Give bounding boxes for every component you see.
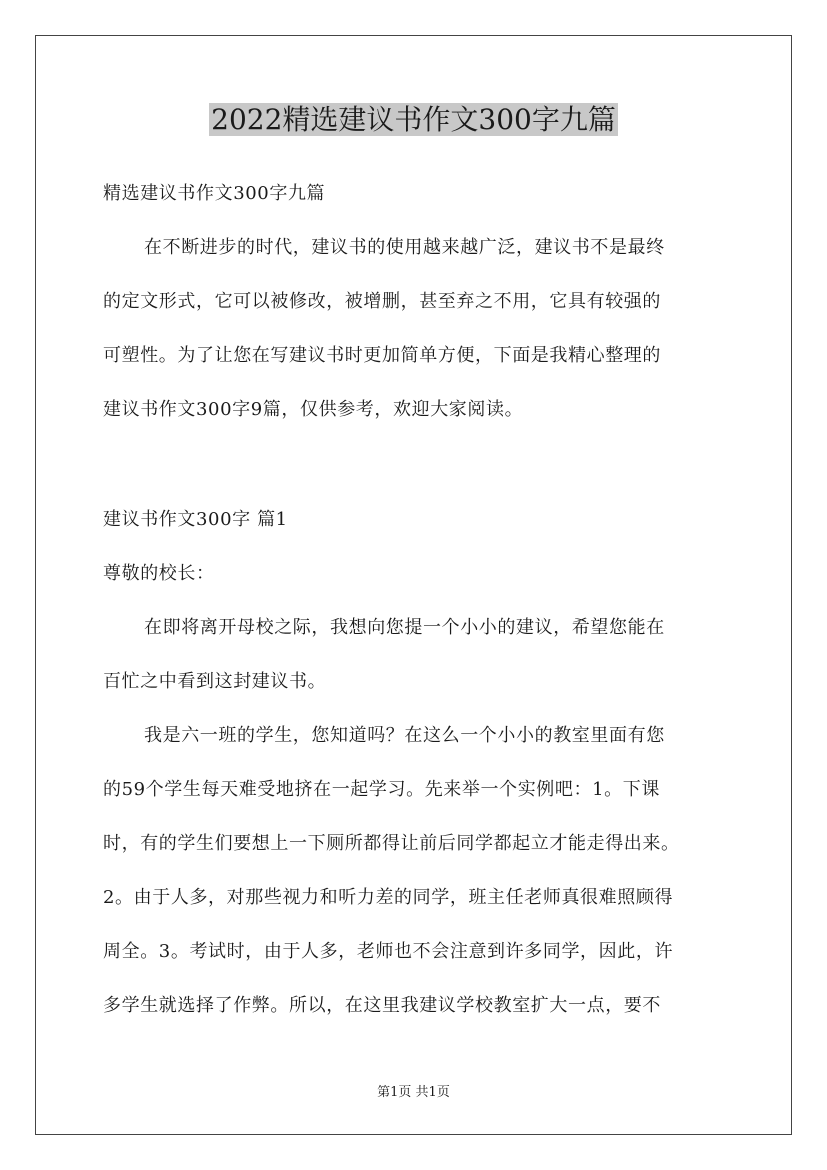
para1-line-1: 在即将离开母校之际，我想向您提一个小小的建议，希望您能在 — [144, 617, 665, 638]
para2-line-4: 2。由于人多，对那些视力和听力差的同学，班主任老师真很难照顾得 — [103, 887, 674, 908]
section-heading: 建议书作文300字 篇1 — [103, 509, 288, 530]
para2-line-3: 时，有的学生们要想上一下厕所都得让前后同学都起立才能走得出来。 — [103, 833, 680, 854]
para1-line-2: 百忙之中看到这封建议书。 — [103, 671, 327, 692]
intro-line-4: 建议书作文300字9篇，仅供参考，欢迎大家阅读。 — [103, 399, 524, 420]
intro-line-2: 的定文形式，它可以被修改，被增删，甚至弃之不用，它具有较强的 — [103, 291, 661, 312]
para2-line-6: 多学生就选择了作弊。所以，在这里我建议学校教室扩大一点，要不 — [103, 995, 661, 1016]
para2-line-1: 我是六一班的学生，您知道吗？在这么一个小小的教室里面有您 — [144, 725, 665, 746]
salutation: 尊敬的校长： — [103, 563, 215, 584]
para2-line-5: 周全。3。考试时，由于人多，老师也不会注意到许多同学，因此，许 — [103, 941, 674, 962]
para2-line-2: 的59个学生每天难受地挤在一起学习。先来举一个实例吧：1。下课 — [103, 779, 660, 800]
page-footer: 第1页 共1页 — [377, 1085, 450, 1100]
document-subtitle: 精选建议书作文300字九篇 — [103, 183, 326, 204]
intro-line-3: 可塑性。为了让您在写建议书时更加简单方便，下面是我精心整理的 — [103, 345, 661, 366]
document-title: 2022精选建议书作文300字九篇 — [211, 103, 616, 136]
intro-line-1: 在不断进步的时代，建议书的使用越来越广泛，建议书不是最终 — [144, 237, 665, 258]
